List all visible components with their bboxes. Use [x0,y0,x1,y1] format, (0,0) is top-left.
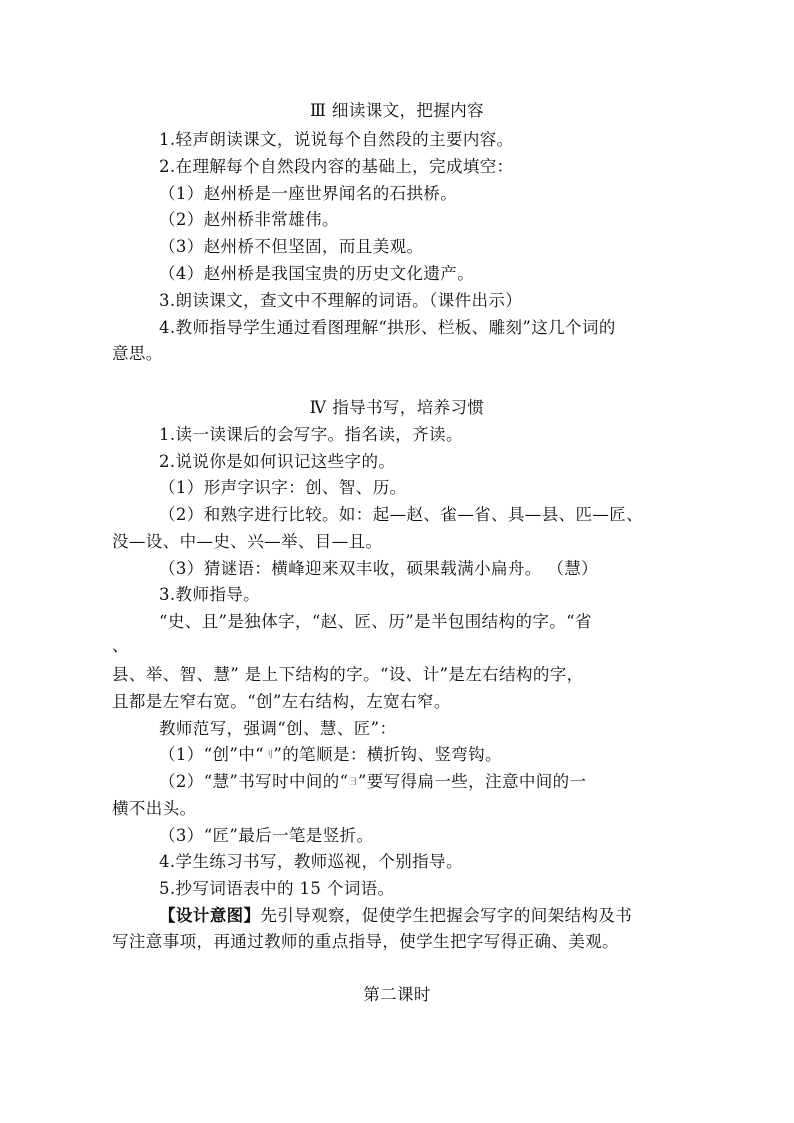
section-3-heading: Ⅲ 细读课文，把握内容 [309,101,485,120]
design-intent-cont: 写注意事项，再通过教师的重点指导，使学生把字写得正确、美观。 [112,932,619,951]
section-4-demo: 教师范写，强调“创、慧、匠”： [159,719,397,738]
design-intent-label: 【设计意图】 [159,906,261,925]
section-4-item-3: 3.教师指导。 [159,585,261,604]
section-3-fill-1: （1）赵州桥是一座世界闻名的石拱桥。 [159,184,458,203]
section-3-fill-3: （3）赵州桥不但坚固，而且美观。 [159,237,424,256]
section-4-stroke-2-cont: 横不出头。 [112,799,197,818]
section-4-stroke-2 [159,772,586,793]
design-intent-text-1: 先引导观察，促使学生把握会写字的间架结构及书 [260,906,633,925]
section-4-item-4: 4.学生练习书写，教师巡视，个别指导。 [159,852,463,871]
section-4-stray-comma: 、 [112,636,129,655]
section-4-structure-2: 县、举、智、慧” 是上下结构的字。“设、计”是左右结构的字， [112,665,584,684]
section-4-sub-2: （2）和熟字进行比较。如：起—赵、雀—省、具—县、匹—匠、 [159,505,644,524]
section-4-stroke-1 [159,745,502,766]
radical-glyph: 刂 [264,750,274,761]
section-4-item-5: 5.抄写词语表中的 15 个词语。 [159,879,395,898]
section-3-item-4: 4.教师指导学生通过看图理解“拱形、栏板、雕刻”这几个词的 [159,318,616,337]
lesson-2-heading: 第二课时 [363,985,431,1004]
stroke-1-after: ”的笔顺是：横折钩、竖弯钩。 [273,745,502,764]
section-4-sub-1: （1）形声字识字：创、智、历。 [159,478,407,497]
radical-glyph-2: 彐 [348,777,358,788]
stroke-2-after: ”要写得扁一些，注意中间的一 [357,772,587,791]
section-3-fill-4: （4）赵州桥是我国宝贵的历史文化遗产。 [159,264,475,283]
section-4-sub-3: （3）猜谜语：横峰迎来双丰收，硕果载满小扁舟。 （慧） [159,559,599,578]
section-3-item-3: 3.朗读课文，查文中不理解的词语。（课件出示） [159,291,523,310]
stroke-2-before: （2）“慧”书写时中间的“ [159,772,349,791]
design-intent [159,906,632,926]
section-4-item-1: 1.读一读课后的会写字。指名读，齐读。 [159,425,463,444]
section-4-structure-1: “史、且”是独体字，“赵、匠、历”是半包围结构的字。“省 [159,612,592,631]
section-3-item-2: 2.在理解每个自然段内容的基础上，完成填空： [159,157,514,176]
section-4-sub-2-cont: 没—设、中—史、兴—举、目—且。 [112,532,383,551]
section-3-item-1: 1.轻声朗读课文，说说每个自然段的主要内容。 [159,130,514,149]
section-3-fill-2: （2）赵州桥非常雄伟。 [159,210,339,229]
section-4-stroke-3: （3）“匠”最后一笔是竖折。 [159,826,374,845]
section-4-heading: Ⅳ 指导书写，培养习惯 [309,398,485,417]
section-4-structure-3: 且都是左窄右宽。“创”左右结构，左宽右窄。 [112,692,451,711]
section-3-item-4-cont: 意思。 [112,344,163,363]
stroke-1-before: （1）“创”中“ [159,745,265,764]
section-4-item-2: 2.说说你是如何识记这些字的。 [159,452,396,471]
